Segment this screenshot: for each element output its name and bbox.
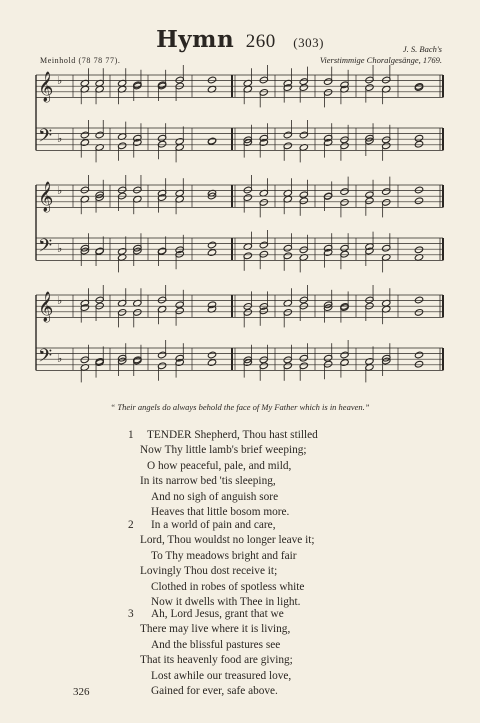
hymn-word: Hymn [156, 26, 235, 53]
hymn-number: 260 [245, 31, 276, 52]
source-collection: Vierstimmige Choralgesänge, 1769. [319, 55, 442, 65]
verse-line: Now it dwells with Thee in light. [151, 596, 301, 609]
key-flat: ♭ [57, 242, 63, 255]
note-head [414, 140, 423, 148]
verse-line: To Thy meadows bright and fair [151, 549, 297, 562]
note-head [207, 359, 216, 367]
stanza-number: 1 [128, 429, 134, 441]
treble-clef: 𝄞 [38, 182, 54, 212]
epigraph: “ Their angels do always behold the face of My Father which is in heaven.” [110, 402, 370, 412]
key-flat: ♭ [57, 294, 63, 307]
key-flat: ♭ [57, 184, 63, 197]
key-flat: ♭ [57, 352, 63, 365]
verse-line: Ah, Lord Jesus, grant that we [151, 608, 284, 620]
note-head [414, 246, 423, 254]
treble-clef: 𝄞 [38, 292, 54, 322]
key-flat: ♭ [57, 74, 63, 87]
verse-line: That its heavenly food are giving; [140, 654, 293, 667]
verse-line: TENDER Shepherd, Thou hast stilled [147, 429, 318, 441]
verse-line: Lost awhile our treasured love, [151, 669, 292, 682]
verse-line: There may live where it is living, [140, 623, 291, 636]
note-head [414, 360, 423, 368]
bass-clef: 𝄢 [38, 236, 53, 261]
verse-line: O how peaceful, pale, and mild, [147, 459, 292, 472]
treble-clef: 𝄞 [38, 72, 54, 102]
stanza-number: 3 [128, 608, 134, 620]
stanza-1 [128, 428, 318, 520]
stanza-number: 2 [128, 519, 134, 531]
alt-hymn-number: (303) [293, 35, 324, 50]
verse-line: Lord, Thou wouldst no longer leave it; [140, 534, 315, 547]
verse-line: And no sigh of anguish sore [151, 490, 279, 503]
source-composer: J. S. Bach's [402, 44, 442, 54]
stanza-2 [128, 518, 315, 610]
note-head [414, 197, 423, 205]
page-number: 326 [73, 686, 90, 698]
verse-line: And the blissful pastures see [151, 638, 281, 651]
note-head [414, 296, 423, 304]
note-head [207, 241, 216, 249]
note-head [207, 76, 216, 84]
tune-name: Meinhold (78 78 77). [40, 56, 121, 65]
verse-line: Heaves that little bosom more. [151, 506, 290, 519]
verse-line: Clothed in robes of spotless white [151, 580, 305, 593]
bass-clef: 𝄢 [38, 126, 53, 151]
note-head [207, 351, 216, 359]
note-head [414, 351, 423, 359]
verse-line: In its narrow bed 'tis sleeping, [140, 475, 276, 488]
note-head [207, 249, 216, 257]
note-head [414, 186, 423, 194]
note-head [414, 308, 423, 316]
stanza-3 [128, 607, 293, 699]
bass-clef: 𝄢 [38, 346, 53, 371]
verse-line: Lovingly Thou dost receive it; [140, 565, 278, 578]
verse-line: Gained for ever, safe above. [151, 685, 278, 698]
verse-line: Now Thy little lamb's brief weeping; [140, 444, 307, 457]
key-flat: ♭ [57, 132, 63, 145]
verse-line: In a world of pain and care, [151, 519, 276, 531]
